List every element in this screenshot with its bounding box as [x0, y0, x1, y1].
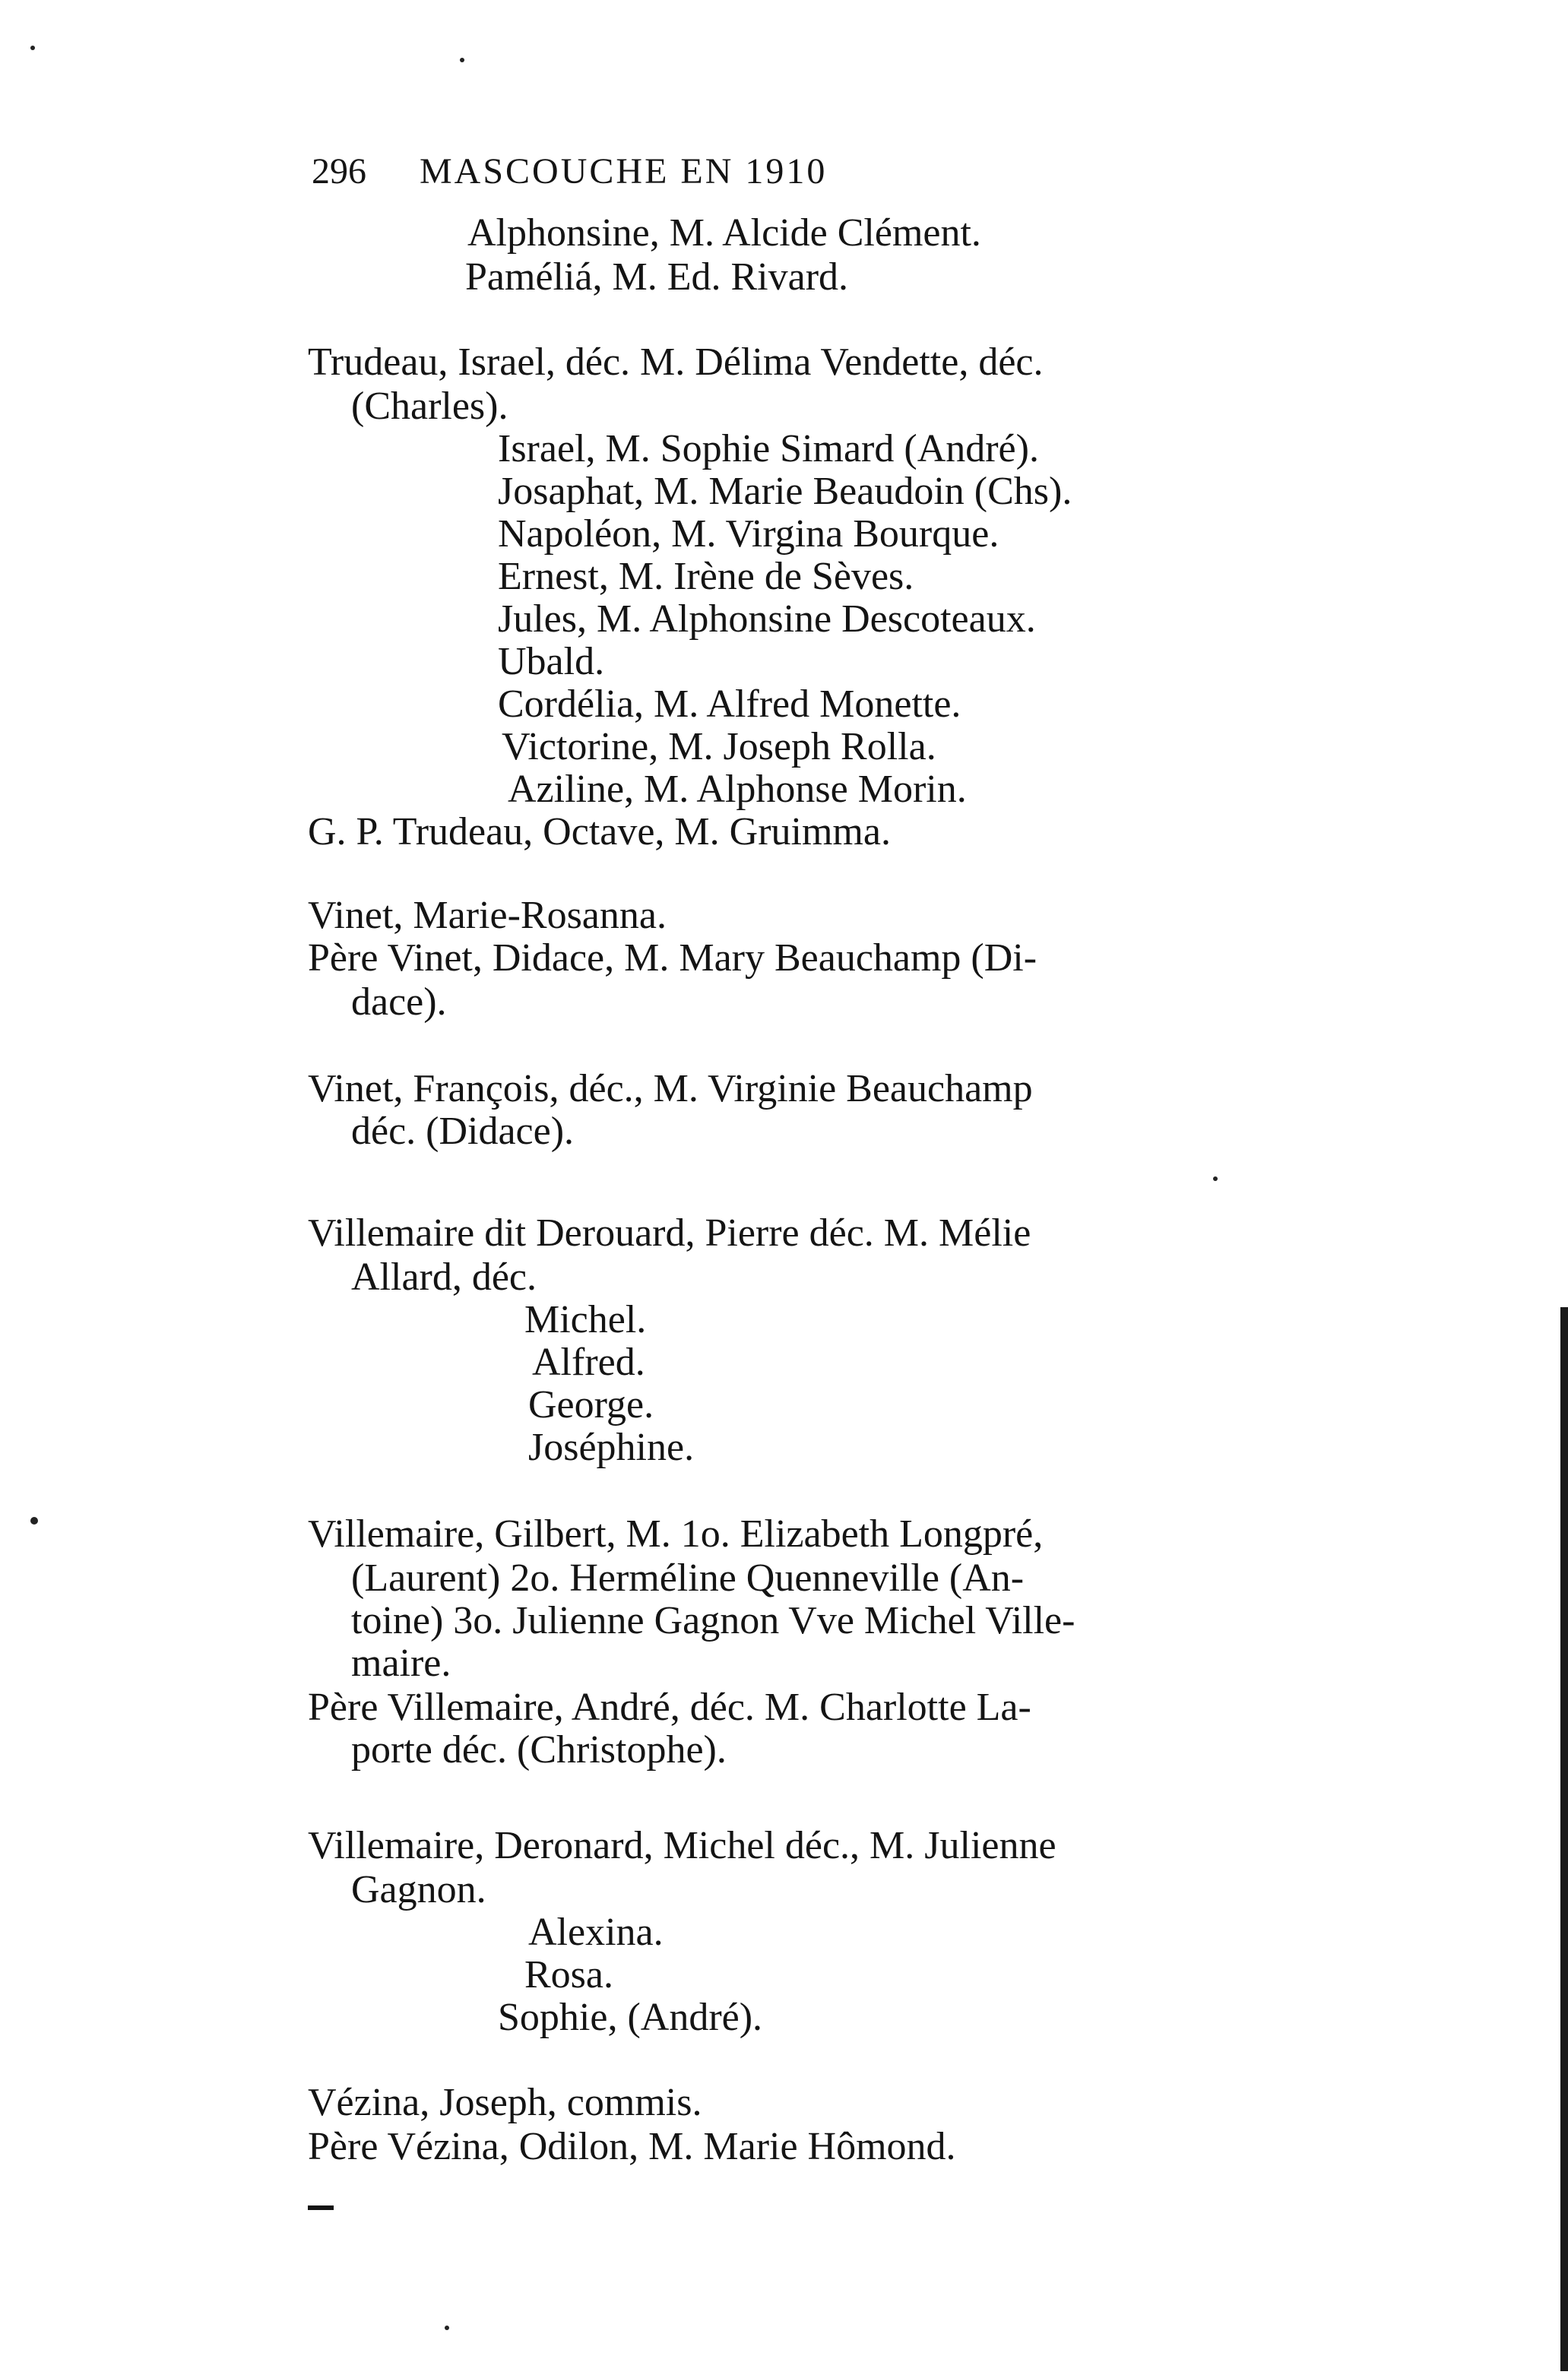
text-line: Père Vézina, Odilon, M. Marie Hômond.: [308, 2125, 956, 2168]
text-line: Rosa.: [524, 1953, 613, 1996]
text-line: dace).: [351, 980, 447, 1024]
text-line: G. P. Trudeau, Octave, M. Gruimma.: [308, 810, 891, 853]
text-line: Aziline, M. Alphonse Morin.: [508, 768, 967, 811]
scan-speck: [30, 46, 35, 50]
text-line: George.: [528, 1383, 654, 1426]
text-line: maire.: [351, 1642, 451, 1685]
text-line: Cordélia, M. Alfred Monette.: [498, 682, 961, 726]
text-line: Alphonsine, M. Alcide Clément.: [467, 211, 981, 255]
text-line: Ernest, M. Irène de Sèves.: [498, 555, 914, 598]
text-line: Villemaire, Gilbert, M. 1o. Elizabeth Longpré,: [308, 1512, 1044, 1556]
text-line: Michel.: [524, 1298, 647, 1341]
text-line: Alfred.: [532, 1341, 645, 1384]
text-line: Gagnon.: [351, 1868, 486, 1911]
text-line: Père Vinet, Didace, M. Mary Beauchamp (Di-: [308, 936, 1037, 980]
text-line: Paméliá, M. Ed. Rivard.: [465, 255, 849, 299]
text-line: Napoléon, M. Virgina Bourque.: [498, 512, 999, 556]
scan-speck: [30, 1517, 38, 1525]
running-title: MASCOUCHE EN 1910: [420, 151, 828, 192]
text-line: (Charles).: [351, 385, 508, 428]
scan-speck: [460, 58, 464, 62]
scan-speck: [1213, 1176, 1218, 1181]
text-line: Joséphine.: [528, 1426, 695, 1469]
text-line: (Laurent) 2o. Herméline Quenneville (An-: [351, 1556, 1025, 1600]
scan-edge: [1560, 1307, 1568, 2371]
text-line: Victorine, M. Joseph Rolla.: [502, 725, 936, 768]
text-line: Villemaire, Deronard, Michel déc., M. Julienne: [308, 1824, 1056, 1867]
text-line: Villemaire dit Derouard, Pierre déc. M. Mélie: [308, 1211, 1031, 1255]
text-line: Alexina.: [528, 1911, 664, 1954]
text-line: Vézina, Joseph, commis.: [308, 2081, 702, 2124]
text-line: Père Villemaire, André, déc. M. Charlotte La-: [308, 1686, 1031, 1729]
text-line: toine) 3o. Julienne Gagnon Vve Michel Ville-: [351, 1599, 1075, 1642]
text-line: déc. (Didace).: [351, 1110, 575, 1153]
text-line: Sophie, (André).: [498, 1996, 763, 2039]
text-line: Israel, M. Sophie Simard (André).: [498, 427, 1039, 470]
page-number: 296: [312, 151, 366, 192]
text-line: Vinet, Marie-Rosanna.: [308, 894, 667, 937]
text-line: Jules, M. Alphonsine Descoteaux.: [498, 597, 1036, 641]
text-line: Ubald.: [498, 640, 605, 683]
text-line: Josaphat, M. Marie Beaudoin (Chs).: [498, 470, 1072, 513]
text-line: Vinet, François, déc., M. Virginie Beauchamp: [308, 1067, 1033, 1110]
closing-dash: [308, 2205, 334, 2210]
text-line: porte déc. (Christophe).: [351, 1728, 727, 1772]
text-line: Allard, déc.: [351, 1255, 537, 1299]
page-header: [312, 149, 827, 195]
text-line: Trudeau, Israel, déc. M. Délima Vendette, déc.: [308, 340, 1044, 384]
scan-speck: [445, 2326, 449, 2330]
